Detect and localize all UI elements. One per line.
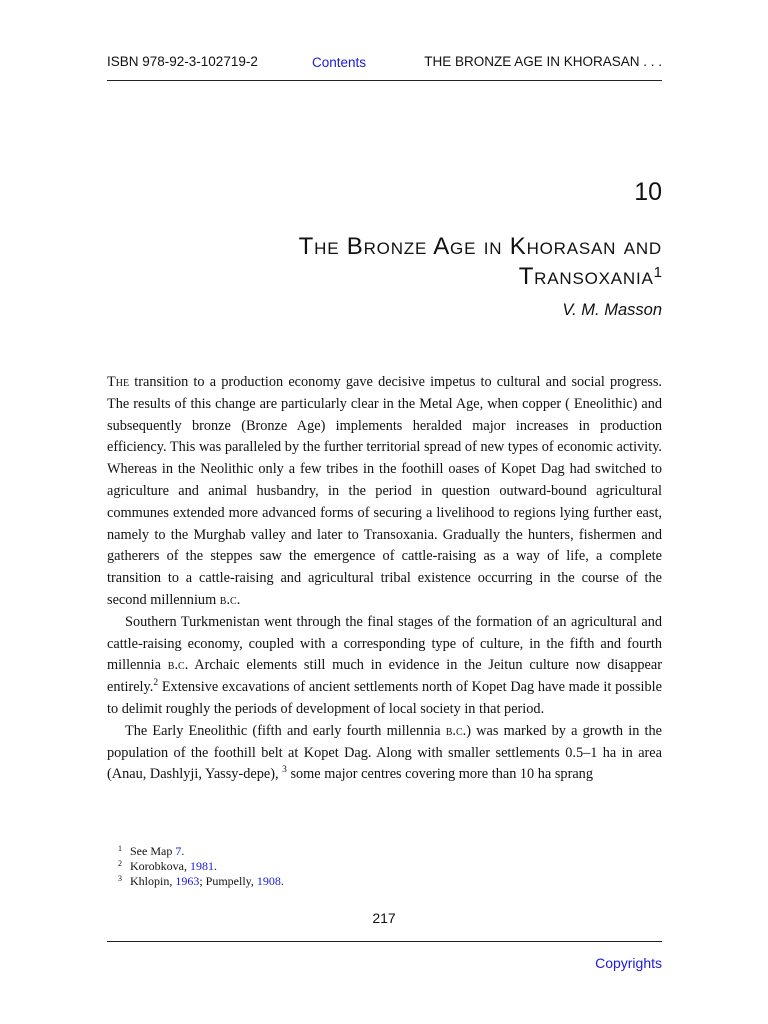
contents-link[interactable]: Contents — [312, 55, 367, 70]
footnote-item — [118, 844, 284, 859]
paragraph-lead: The — [107, 374, 130, 390]
paragraph-text: Southern Turkmenistan went through the final stages of the formation of an agricultural and cattle-raising economy, coupled with a corresponding type of culture, in the fifth and fourth millennia — [107, 613, 662, 674]
footnote-punct: . — [214, 859, 217, 873]
map-link[interactable]: 7 — [175, 844, 182, 858]
footnote-number: 1 — [118, 844, 122, 853]
paragraph-text: Extensive excavations of ancient settlements north of Kopet Dag have made it possible to delimit roughly the periods of development of local society in that period. — [107, 679, 662, 717]
citation-link[interactable]: 1963 — [175, 874, 200, 888]
footnote-text: Khlopin, — [130, 874, 176, 888]
era-abbrev: b.c. — [167, 657, 189, 674]
paragraph-3 — [107, 721, 662, 786]
footnote-item — [118, 874, 284, 889]
paragraph-text: ) was marked by a growth in the population of the foothill belt at Kopet Dag. Along with smaller settlements 0.5–1 ha in area (Anau, Dashlyji, Yassy-depe), — [107, 722, 662, 783]
footnote-ref-3: 3 — [282, 765, 287, 776]
chapter-title — [142, 232, 662, 292]
title-footnote-marker: 1 — [653, 264, 662, 281]
chapter-number: 10 — [634, 178, 662, 206]
footnote-punct: . — [280, 874, 284, 888]
isbn-label: ISBN 978-92-3-102719-2 — [107, 54, 258, 69]
footnote-number: 2 — [118, 859, 122, 868]
page-header — [107, 52, 662, 74]
footer-rule — [107, 941, 662, 942]
paragraph-text: Archaic elements still much in evidence in the Jeitun culture now disappear entirely. — [107, 657, 662, 696]
page-number: 217 — [372, 910, 396, 926]
footnote-text: ; Pumpelly, — [199, 874, 257, 888]
running-title: THE BRONZE AGE IN KHORASAN . . . — [424, 54, 662, 69]
footnote-ref-2: 2 — [153, 678, 159, 689]
paragraph-text: transition to a production economy gave decisive impetus to cultural and social progress. The results of this change are particularly clear in the Metal Age, when copper ( Eneolithic) and subsequently bronze (Bronze Age) implements heralded major increases in production efficiency. This was paralleled by the further territorial spread of new types of economic activity. Whereas in the Neolithic only a few tribes in the foothill oases of Kopet Dag had switched to agriculture and animal husbandry, in the period in question outward-bound agricultural communes extended more advanced forms of securing a livelihood to regions lying further east, namely to the Murghab valley and later to Transoxania. Gradually the hunters, fishermen and gatherers of the steppes saw the emergence of cattle-raising as a way of life, a complete transition to a cattle-raising and agricultural tribal existence occurring in the course of the second millennium — [107, 374, 662, 608]
footnote-item — [118, 859, 284, 874]
footnote-text: Korobkova, — [130, 859, 190, 873]
era-abbrev: b.c. — [445, 722, 467, 739]
citation-link[interactable]: 1981 — [190, 859, 214, 873]
paragraph-text: The Early Eneolithic (fifth and early fourth millennia — [125, 722, 446, 739]
footnotes — [118, 844, 284, 889]
body-text — [107, 372, 662, 786]
chapter-title-line2: Transoxania — [518, 263, 654, 290]
chapter-title-line1: The Bronze Age in Khorasan and — [298, 233, 662, 260]
era-abbrev: b.c. — [219, 591, 241, 608]
chapter-author: V. M. Masson — [562, 301, 662, 319]
footnote-punct: . — [181, 844, 185, 858]
citation-link[interactable]: 1908 — [256, 874, 281, 888]
paragraph-text: some major centres covering more than 10 ha sprang — [286, 766, 593, 783]
paragraph-1 — [107, 372, 662, 612]
copyrights-link[interactable]: Copyrights — [595, 955, 662, 971]
header-rule — [107, 80, 662, 81]
footnote-text: See Map — [130, 844, 176, 858]
footnote-number: 3 — [118, 874, 122, 883]
paragraph-2 — [107, 612, 662, 721]
